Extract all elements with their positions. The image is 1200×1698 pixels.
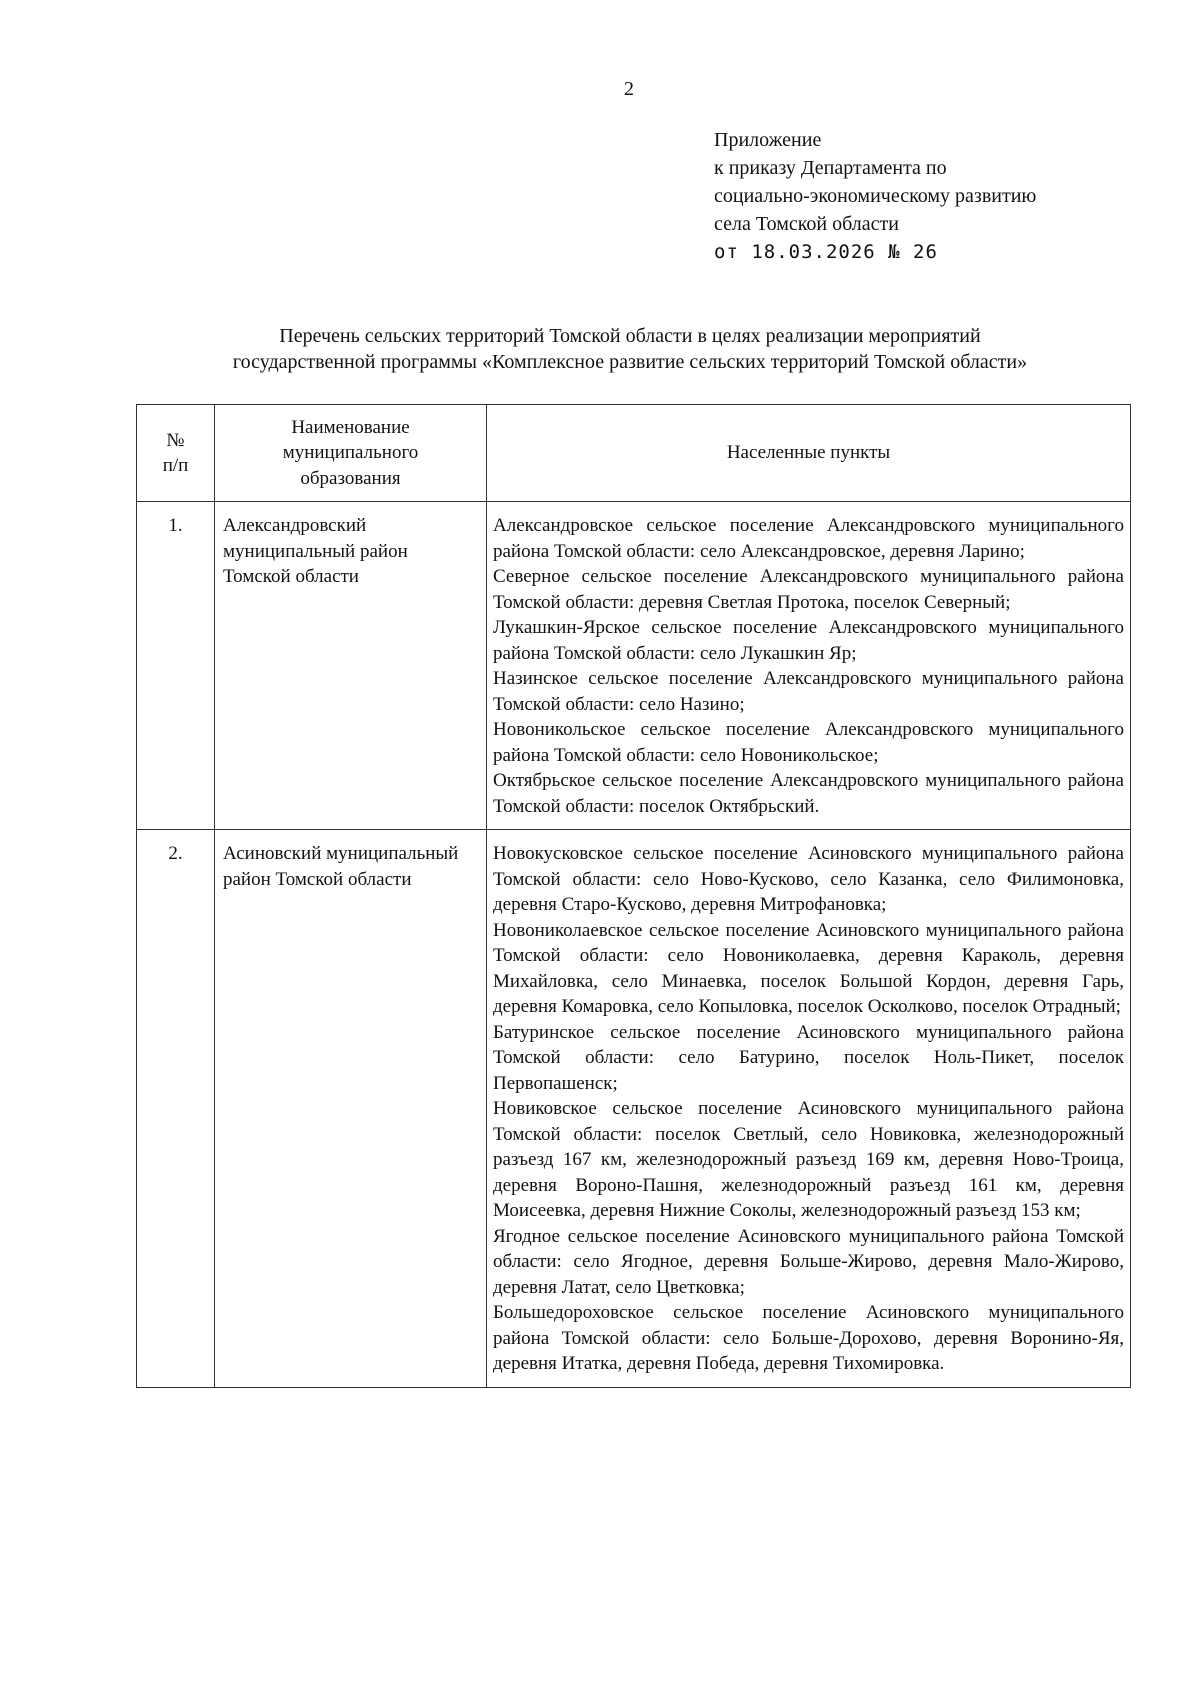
appendix-line: села Томской области — [714, 213, 899, 235]
settlement-entry: Новиковское сельское поселение Асиновского муниципального района Томской области: поселок Светлый, село Новиковка, железнодорожный разъезд 167 км, железнодорожный разъезд 169 км, деревня Ново-Троица, деревня Вороно-Пашня, железнодорожный разъезд 161 км, деревня Моисеевка, деревня Нижние Соколы, железнодорожный разъезд 153 км; — [493, 1098, 1124, 1221]
territories-table — [136, 404, 1131, 1388]
settlement-entry: Новоникольское сельское поселение Александровского муниципального района Томской области: село Новоникольское; — [493, 719, 1124, 766]
header-number-label: № п/п — [162, 429, 189, 476]
header-municipality-label: Наименование муниципального образования — [282, 416, 419, 489]
settlement-entry: Лукашкин-Ярское сельское поселение Александровского муниципального района Томской области: село Лукашкин Яр; — [493, 617, 1124, 664]
title-line: Перечень сельских территорий Томской области в целях реализации мероприятий — [279, 325, 981, 347]
appendix-line: к приказу Департамента по — [714, 157, 947, 179]
settlement-entry: Александровское сельское поселение Александровского муниципального района Томской области: село Александровское, деревня Ларино; — [493, 515, 1124, 562]
title-line: государственной программы «Комплексное развитие сельских территорий Томской области» — [232, 351, 1028, 373]
document-title — [100, 323, 1160, 375]
appendix-line: социально-экономическому развитию — [714, 185, 1037, 207]
appendix-block — [714, 126, 1174, 266]
header-municipality — [215, 405, 487, 502]
row-number: 1. — [137, 502, 215, 830]
row-number: 2. — [137, 830, 215, 1388]
settlement-entry: Новониколаевское сельское поселение Асиновского муниципального района Томской области: село Новониколаевка, деревня Караколь, деревня Михайловка, село Минаевка, поселок Большой Кордон, деревня Гарь, деревня Комаровка, село Копыловка, поселок Осколково, поселок Отрадный; — [493, 919, 1124, 1017]
municipality-name: Александровский муниципальный район Томской области — [215, 502, 487, 830]
page-number: 2 — [624, 78, 634, 100]
header-settlements-label: Населенные пункты — [726, 442, 891, 464]
settlement-entry: Новокусковское сельское поселение Асиновского муниципального района Томской области: село Ново-Кусково, село Казанка, село Филимоновка, деревня Старо-Кусково, деревня Митрофановка; — [493, 843, 1124, 915]
settlement-entry: Батуринское сельское поселение Асиновского муниципального района Томской области: село Батурино, поселок Ноль-Пикет, поселок Первопашенск; — [493, 1021, 1124, 1094]
table-header-row — [137, 405, 1131, 502]
order-reference: от 18.03.2026 № 26 — [714, 241, 938, 263]
settlement-entry: Октябрьское сельское поселение Александровского муниципального района Томской области: поселок Октябрьский. — [493, 770, 1124, 817]
table-row — [137, 502, 1131, 830]
settlement-entry: Большедороховское сельское поселение Асиновского муниципального района Томской области: село Больше-Дорохово, деревня Воронино-Яя, деревня Итатка, деревня Победа, деревня Тихомировка. — [493, 1302, 1124, 1374]
municipality-name: Асиновский муниципальный район Томской области — [215, 830, 487, 1388]
header-settlements — [487, 405, 1131, 502]
header-number — [137, 405, 215, 502]
settlement-entry: Ягодное сельское поселение Асиновского муниципального района Томской области: село Ягодное, деревня Больше-Жирово, деревня Мало-Жирово, деревня Латат, село Цветковка; — [493, 1225, 1124, 1298]
settlements-cell — [487, 830, 1131, 1388]
table-row — [137, 830, 1131, 1388]
settlements-cell — [487, 502, 1131, 830]
appendix-line: Приложение — [714, 129, 822, 151]
settlement-entry: Северное сельское поселение Александровского муниципального района Томской области: деревня Светлая Протока, поселок Северный; — [493, 566, 1124, 613]
settlement-entry: Назинское сельское поселение Александровского муниципального района Томской области: село Назино; — [493, 668, 1124, 715]
